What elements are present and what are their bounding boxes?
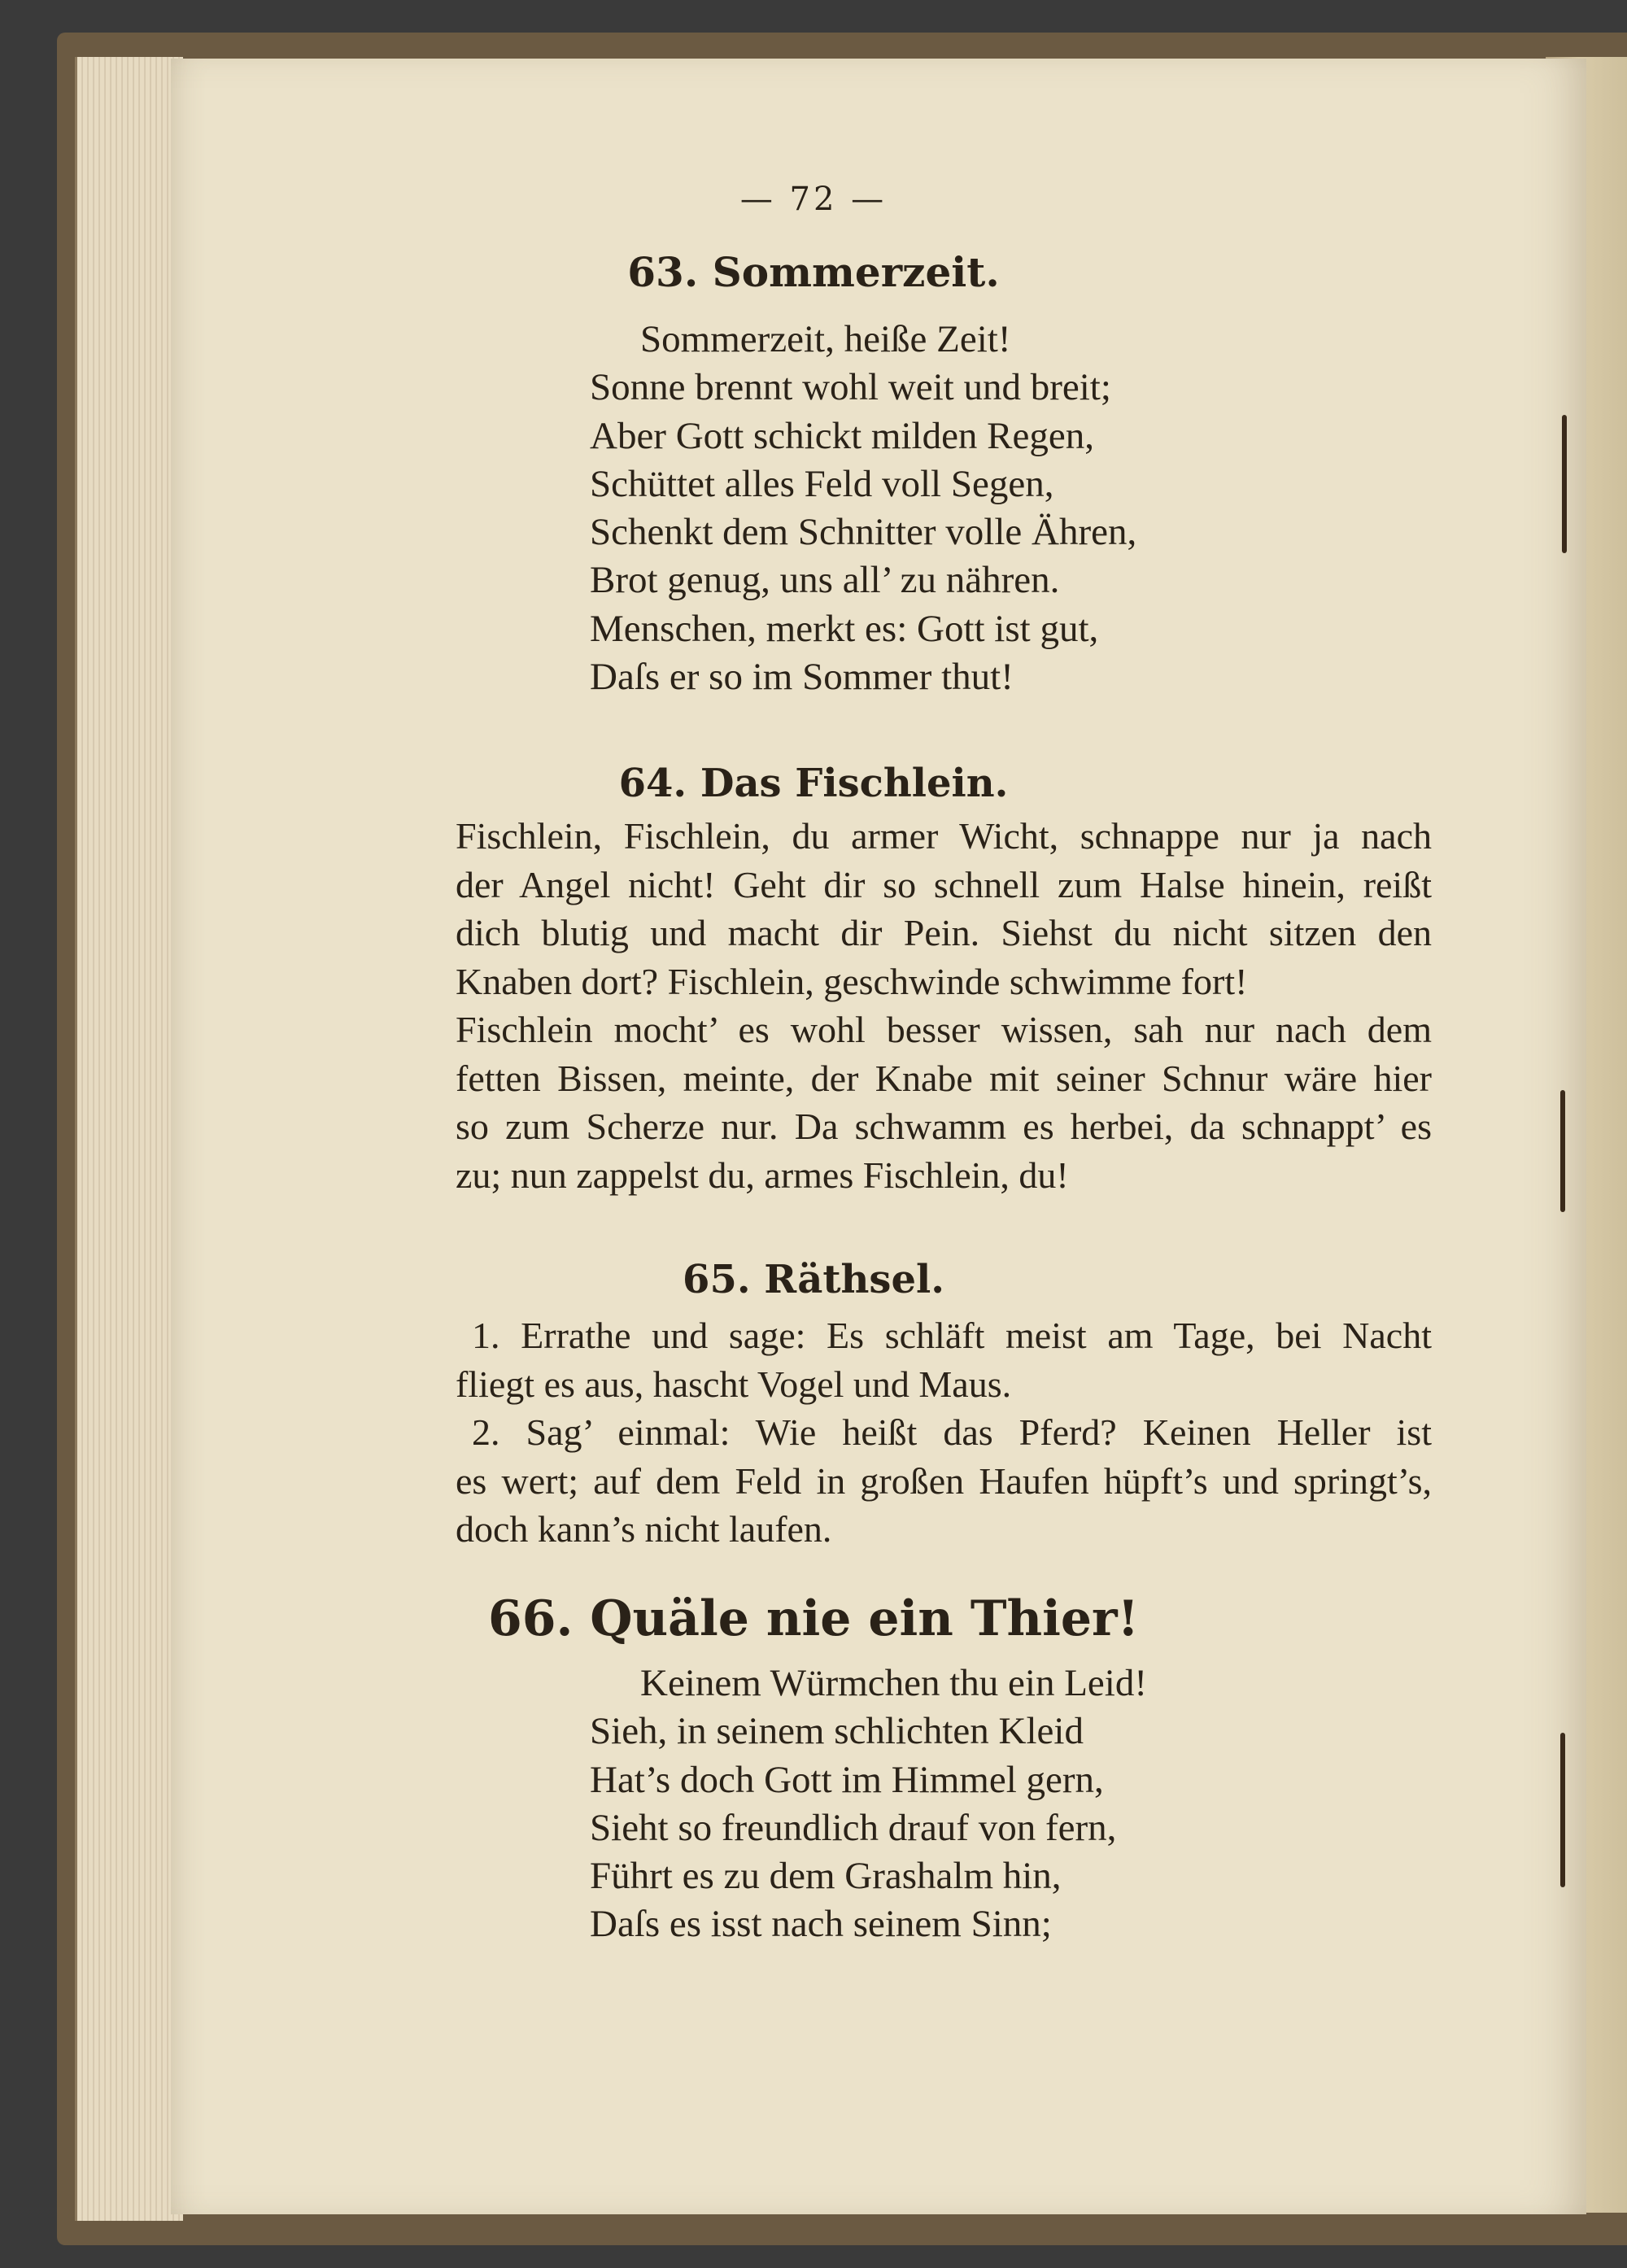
poem-line: Sieht so freundlich drauf von fern, bbox=[590, 1806, 1117, 1849]
section-title: 66. Quäle nie ein Thier! bbox=[487, 1590, 1140, 1647]
prose-line: 1. Errathe und sage: Es schläft meist am Tage, bei Nacht bbox=[472, 1315, 1432, 1356]
prose-line: doch kann’s nicht laufen. bbox=[456, 1508, 832, 1550]
poem-line: Daſs er so im Sommer thut! bbox=[590, 656, 1014, 699]
poem-line: Sonne brennt wohl weit und breit; bbox=[590, 366, 1111, 409]
prose-fish bbox=[456, 812, 1432, 1199]
prose-riddles bbox=[456, 1311, 1432, 1554]
prose-line: Knaben dort? Fischlein, geschwinde schwimme fort! bbox=[456, 960, 1248, 1002]
poem-line: Brot genug, uns all’ zu nähren. bbox=[590, 559, 1060, 602]
gutter-mark bbox=[1560, 1090, 1565, 1212]
prose-line: Fischlein, Fischlein, du armer Wicht, schnappe nur ja nach bbox=[456, 815, 1432, 857]
gutter-mark bbox=[1562, 415, 1567, 553]
prose-line: zu; nun zappelst du, armes Fischlein, du! bbox=[456, 1154, 1069, 1196]
prose-line: Fischlein mocht’ es wohl besser wissen, sah nur nach dem bbox=[456, 1009, 1432, 1050]
section-title: 65. Räthsel. bbox=[683, 1257, 944, 1302]
prose-line: dich blutig und macht dir Pein. Siehst du nicht sitzen den bbox=[456, 912, 1432, 953]
section-title: 64. Das Fischlein. bbox=[618, 761, 1009, 806]
prose-line: der Angel nicht! Geht dir so schnell zum Halse hinein, reißt bbox=[456, 863, 1432, 905]
poem-line: Sieh, in seinem schlichten Kleid bbox=[590, 1710, 1084, 1753]
prose-line: fliegt es aus, hascht Vogel und Maus. bbox=[456, 1363, 1012, 1405]
section-title: 63. Sommerzeit. bbox=[627, 248, 1000, 296]
prose-line: fetten Bissen, meinte, der Knabe mit seiner Schnur wäre hier bbox=[456, 1057, 1432, 1099]
poem-line: Menschen, merkt es: Gott ist gut, bbox=[590, 607, 1099, 650]
poem-animal bbox=[590, 1660, 1322, 1949]
poem-line: Schüttet alles Feld voll Segen, bbox=[590, 462, 1054, 505]
page-edges bbox=[75, 57, 183, 2221]
poem-line: Führt es zu dem Grashalm hin, bbox=[590, 1855, 1062, 1898]
prose-line: 2. Sag’ einmal: Wie heißt das Pferd? Keinen Heller ist bbox=[472, 1411, 1432, 1453]
poem-line: Daſs es isst nach seinem Sinn; bbox=[590, 1903, 1052, 1946]
poem-line: Keinem Würmchen thu ein Leid! bbox=[640, 1662, 1147, 1704]
poem-line: Schenkt dem Schnitter volle Ähren, bbox=[590, 511, 1137, 554]
page-number: — 72 — bbox=[739, 181, 888, 218]
prose-line: es wert; auf dem Feld in großen Haufen hüpft’s und springt’s, bbox=[456, 1459, 1432, 1502]
poem-line: Aber Gott schickt milden Regen, bbox=[590, 414, 1094, 457]
gutter-mark bbox=[1560, 1733, 1565, 1887]
prose-line: so zum Scherze nur. Da schwamm es herbei, da schnappt’ es bbox=[456, 1106, 1432, 1147]
poem-line: Sommerzeit, heiße Zeit! bbox=[640, 318, 1011, 360]
poem-summer bbox=[590, 316, 1322, 701]
poem-line: Hat’s doch Gott im Himmel gern, bbox=[590, 1758, 1104, 1801]
